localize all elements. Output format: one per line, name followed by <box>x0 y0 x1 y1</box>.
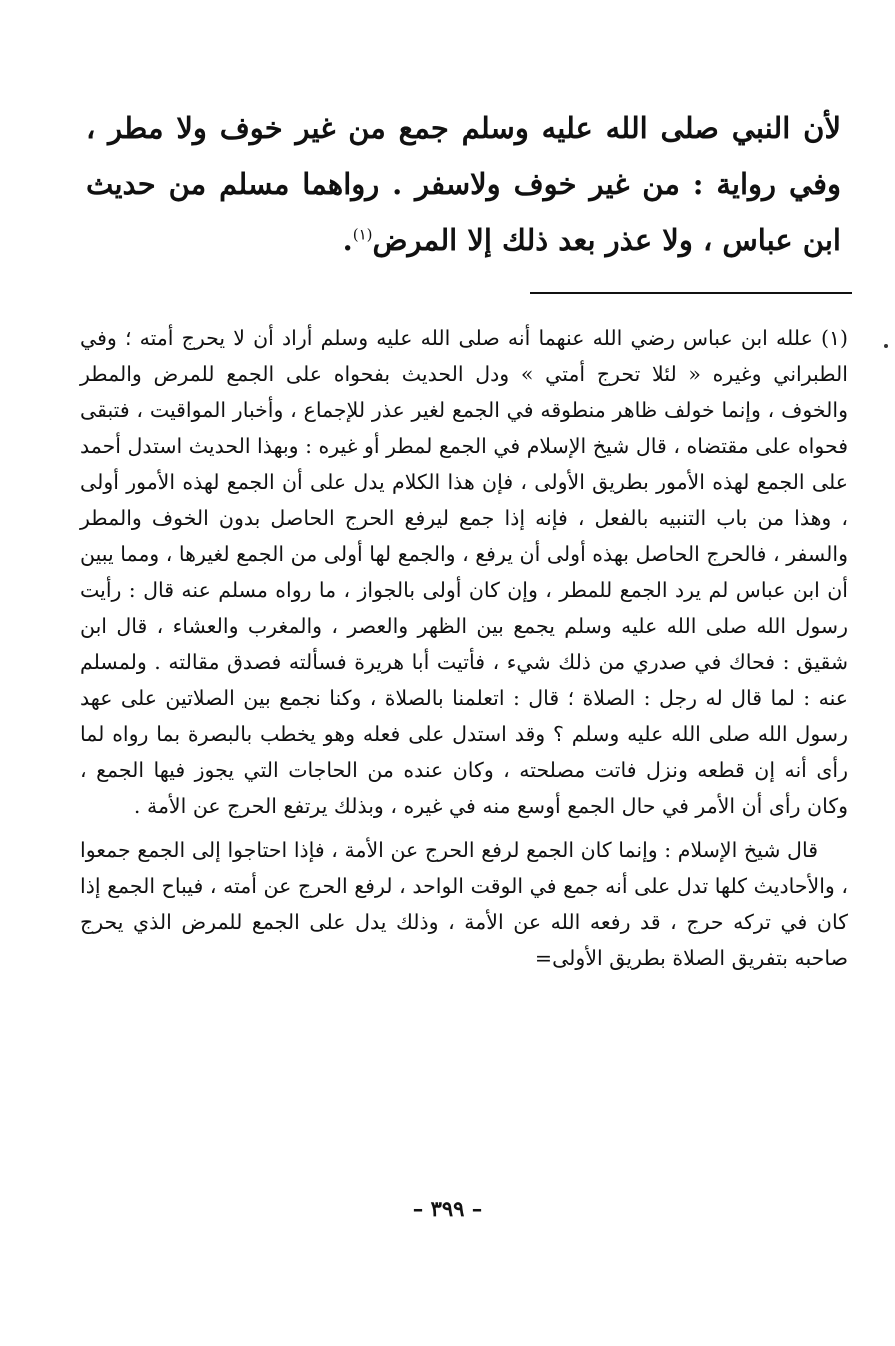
footnote-1-text: علله ابن عباس رضي الله عنهما أنه صلى الله عليه وسلم أراد أن لا يحرج أمته ؛ وفي الطبراني وغيره « لئلا تحرج أمتي » ودل الحديث بفحواه على الجمع للمرض والمطر والخوف ، وإنما خولف ظاهر منطوقه في الجمع لغير عذر للإجماع ، وأخبار المواقيت ، فتبقى فحواه على مقتضاه ، قال شيخ الإسلام في الجمع لمطر أو غيره : وبهذا الحديث استدل أحمد على الجمع لهذه الأمور بطريق الأولى ، فإن هذا الكلام يدل على أن الجمع لهذه الأمور أولى ، وهذا من باب التنبيه بالفعل ، فإنه إذا جمع ليرفع الحرج الحاصل بدون الخوف والمطر والسفر ، فالحرج الحاصل بهذه أولى أن يرفع ، والجمع لها أولى من الجمع لغيرها ، ومما يبين أن ابن عباس لم يرد الجمع للمطر ، وإن كان أولى بالجواز ، ما رواه مسلم عنه قال : رأيت رسول الله صلى الله عليه وسلم يجمع بين الظهر والعصر ، والمغرب والعشاء ، قال ابن شقيق : فحاك في صدري من ذلك شيء ، فأتيت أبا هريرة فسألته فصدق مقالته . ولمسلم عنه : لما قال له رجل : الصلاة ؛ قال : اتعلمنا بالصلاة ، وكنا نجمع بين الصلاتين على عهد رسول الله صلى الله عليه وسلم ؟ وقد استدل على فعله وهو يخطب بالبصرة بما رواه لما رأى أنه إن قطعه ونزل فاتت مصلحته ، وكان عنده من الحاجات التي يجوز فيها الجمع ، وكان رأى أن الأمر في حال الجمع أوسع منه في غيره ، وبذلك يرتفع الحرج عن الأمة . <box>80 326 848 818</box>
page-number: – ٣٩٩ – <box>412 1196 483 1221</box>
footnote-separator-line <box>530 292 852 294</box>
footnote-1-marker: (١) <box>820 326 848 350</box>
main-text-block <box>86 100 841 268</box>
footnotes-block <box>80 320 848 976</box>
main-paragraph <box>86 100 841 268</box>
main-paragraph-end: . <box>342 223 353 257</box>
margin-speck <box>884 344 888 348</box>
footnote-1 <box>80 320 848 824</box>
main-paragraph-text: لأن النبي صلى الله عليه وسلم جمع من غير خوف ولا مطر ، وفي رواية : من غير خوف ولاسفر . رواهما مسلم من حديث ابن عباس ، ولا عذر بعد ذلك إلا المرض <box>86 111 841 257</box>
footnote-paragraph-2: قال شيخ الإسلام : وإنما كان الجمع لرفع الحرج عن الأمة ، فإذا احتاجوا إلى الجمع جمعوا ، والأحاديث كلها تدل على أنه جمع في الوقت الواحد ، لرفع الحرج عن أمته ، فيباح الجمع إذا كان في تركه حرج ، قد رفعه الله عن الأمة ، وذلك يدل على الجمع للمرض الذي يحرج صاحبه بتفريق الصلاة بطريق الأولى= <box>80 838 848 970</box>
footnote-reference: (١) <box>352 225 373 244</box>
